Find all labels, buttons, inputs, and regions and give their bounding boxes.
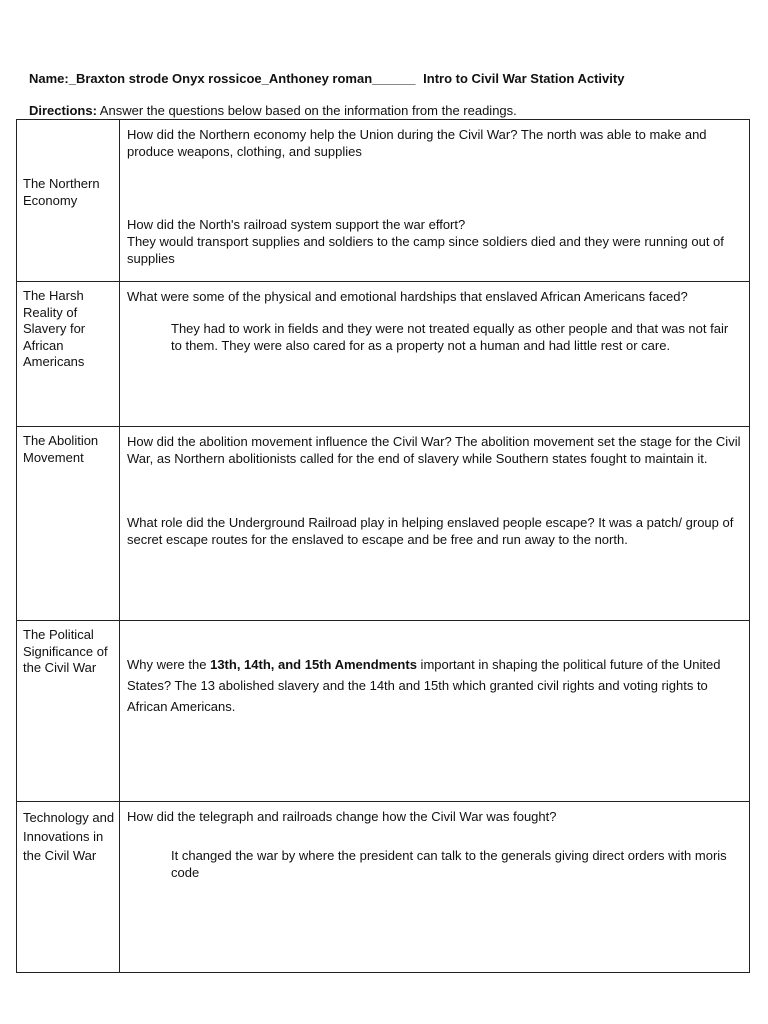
question-text: What role did the Underground Railroad play in helping enslaved people escape? It was a patch/ group of secret escape routes for the enslaved to escape and be free and run away to the north. bbox=[127, 515, 734, 547]
question-text: How did the telegraph and railroads change how the Civil War was fought? bbox=[127, 809, 557, 824]
answer-cell[interactable] bbox=[120, 802, 750, 973]
directions-label: Directions: bbox=[29, 103, 97, 118]
answer-text: It changed the war by where the president can talk to the generals giving direct orders with moris code bbox=[171, 848, 727, 880]
row-label bbox=[17, 282, 120, 427]
answer-cell[interactable] bbox=[120, 120, 750, 282]
row-label-text: The Northern Economy bbox=[23, 176, 100, 208]
directions bbox=[29, 103, 517, 118]
question-text-end: important in shaping the political future of the United States? The 13 abolished slavery and the 14th and 15th which granted civil rights and voting rights to African Americans. bbox=[127, 657, 721, 714]
row-label-text: The Harsh Reality of Slavery for African Americans bbox=[23, 288, 86, 369]
row-label-text: Technology and Innovations in the Civil War bbox=[23, 810, 115, 863]
question-text: How did the abolition movement influence the Civil War? The abolition movement set the stage for the Civil War, as Northern abolitionists called for the end of slavery while Southern states fought to maintain it. bbox=[127, 434, 741, 466]
question-text: How did the North's railroad system support the war effort? bbox=[127, 217, 466, 232]
question-text-start: Why were the bbox=[127, 657, 211, 672]
table-row bbox=[17, 282, 750, 427]
directions-text: Answer the questions below based on the information from the readings. bbox=[96, 103, 517, 118]
row-label bbox=[17, 427, 120, 621]
table-row bbox=[17, 120, 750, 282]
question-text: What were some of the physical and emotional hardships that enslaved African Americans faced? bbox=[127, 289, 688, 304]
answer-text: They would transport supplies and soldiers to the camp since soldiers died and they were running out of supplies bbox=[127, 234, 724, 266]
row-label bbox=[17, 621, 120, 802]
row-label bbox=[17, 802, 120, 973]
row-label-text: The Abolition Movement bbox=[23, 433, 99, 465]
table-row bbox=[17, 621, 750, 802]
question-text bbox=[127, 654, 741, 717]
amendments-bold: 13th, 14th, and 15th Amendments bbox=[210, 657, 417, 672]
station-table bbox=[16, 119, 750, 973]
question-text: How did the Northern economy help the Union during the Civil War? The north was able to make and produce weapons, clothing, and supplies bbox=[127, 127, 707, 159]
answer-cell[interactable] bbox=[120, 282, 750, 427]
answer-cell[interactable] bbox=[120, 427, 750, 621]
row-label-text: The Political Significance of the Civil War bbox=[23, 627, 108, 675]
table-row bbox=[17, 427, 750, 621]
name-line: Name:_Braxton strode Onyx rossicoe_Anthoney roman______ bbox=[29, 71, 416, 86]
table-row bbox=[17, 802, 750, 973]
activity-title: Intro to Civil War Station Activity bbox=[423, 71, 625, 86]
answer-cell[interactable] bbox=[120, 621, 750, 802]
header bbox=[29, 71, 624, 86]
row-label bbox=[17, 120, 120, 282]
answer-text: They had to work in fields and they were not treated equally as other people and that was not fair to them. They were also cared for as a property not a human and had little rest or care. bbox=[171, 321, 729, 353]
